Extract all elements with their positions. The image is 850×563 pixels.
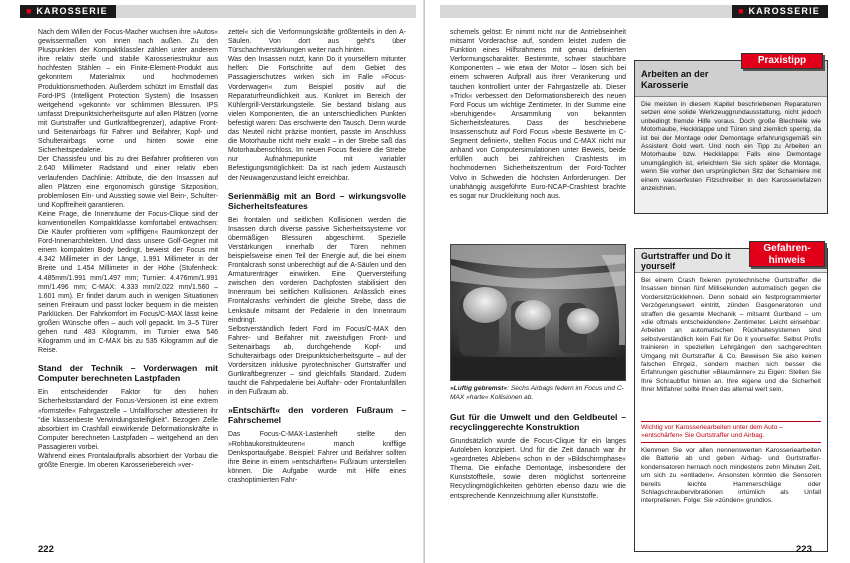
paragraph: Grundsätzlich wurde die Focus-Clique für ein langes Autoleben konzipiert. Und für die Zeit danach war ihr »geordnetes Ableben« schon in der »Bildschirmphase« Thema. Die einfache Demontage, insbesondere der Kunststoffteile, sowie deren möglichst sortenreine Recyclingmöglichkeiten gehörten ebenso dazu wie die entsprechende Kennzeichnung aller Kunststoffe. (450, 438, 626, 500)
section-tag-right: ■ KAROSSERIE (732, 5, 828, 18)
badge-line-2: hinweis (768, 255, 806, 266)
left-column-1 (38, 28, 218, 538)
paragraph: Das Focus-C-MAX-Lastenheft stellte den »Rohbaukonstrukteuren« manch knifflige Denksportaufgabe. Beispiel: Fahrer und Beifahrer sollten ihre Beine in einem »entschärften« Fußraum unterstellen können. Die Aufgabe wurde mit Hilfe eines crashoptimierten Fahr- (228, 431, 406, 484)
right-column-1-top (450, 28, 626, 238)
page-number-right: 223 (796, 544, 812, 555)
section-header-right (440, 5, 828, 18)
tip-box-title: Arbeiten an der Karosserie (641, 69, 709, 90)
tip-box-body: Die meisten in diesem Kapitel beschriebenen Reparaturen setzen eine solide Werkzeuggrundausstattung, nicht jedoch unbedingt fremde Hilfe voraus. Doch große Blechteile wie Motorhaube, Heckklappe und Türen sind ziemlich sperrig, da ist bei der Montage oder Demontage erfahrungsgemäß ein Assistent Gold wert. Und noch ein Tipp zu Arbeiten an Motorhaube bzw. Heckklappe: Falls eine Demontage unumgänglich ist, erleichtern Sie sich später die Montage, wenn Sie vorher den ursprünglichen Sitz der Scharniere mit einem wasserfesten Filzschreiber in den Karosseriefalzen anzeichnen. (641, 101, 821, 193)
subheading: Gut für die Umwelt und den Geldbeutel – recyclinggerechte Konstruktion (450, 412, 626, 432)
badge-line-1: Gefahren- (763, 243, 811, 254)
section-title-left: KAROSSERIE (36, 6, 108, 16)
section-header-left (20, 5, 416, 18)
caption-lead: »Luftig gebremst« (450, 385, 508, 392)
warn-red-note: Wichtig vor Karosseriearbeiten unter dem Auto – »entschärfen« Sie Gurtstraffer und Airbag. (641, 421, 821, 443)
warn-box-title: Gurtstraffer und Do it yourself (641, 251, 731, 271)
warn-box-body: Bei einem Crash fixieren pyrotechnische Gurtstraffer die Insassen binnen fünf Millisekunden automatisch gegen die Vordersitzrücklehnen. Denn sobald ein festprogrammierter Verzögerungswert eintritt, zünden Gasgeneratoren und straffen die gesamte Mechanik – mitsamt Gurtband – um »die oftmals entscheidenden« Zentimeter. Leicht einsehbar: Arbeiten an automatischen Rückhaltesystemen sind selbstverständlich kein Fall für Do it yourselfer. Selbst Profis trainieren in speziellen Lehrgängen den sachgerechten Umgang mit Gurtstraffer & Co. Beweisen Sie also keinen falschen Ehrgeiz, sondern machen sich besser die Erfahrungen geschulter »Blaumänner« zu Eigen: Stellen Sie Ihre Schraubflut hinten an. Ihre eigene und die Sicherheit Ihrer Mitfahrer sollte Ihnen das allemal wert sein. (641, 277, 821, 394)
paragraph: zettel« sich die Verformungskräfte größtenteils in den A-Säulen. Von dort aus geht's über Türschachtverstärkungen weiter nach hinten. (228, 29, 406, 55)
paragraph: Während eines Frontalaufpralls absorbiert der Vorbau die größte Energie. Im oberen Karosseriebereich »ver- (38, 453, 218, 470)
car-interior-photo (450, 244, 626, 381)
paragraph: schemels gelöst: Er nimmt nicht nur die Antriebseinheit mitsamt Vorderachse auf, sondern leistet zudem die Funktion eines Hilfsrahmens mit genau definierten Verformungscharakter. Bestimmte, schwer stauchbare Komponenten – wie etwa der Motor – lösen sich bei einem schweren Aufprall aus ihrer Verankerung und tauchen kontrolliert unter der Fahrgastzelle ab. Dieser »Trick« verbessert den Deformationsbereich des neuen Ford Focus um wichtige Zentimeter. In der Summe eine »beruhigende« Ansammlung von bekannten Sicherheitsfeatures. Dass der beschriebene Insassenschutz auf Ford Focus »beste Bestwerte im C-Segment definiert«, stellten Focus und C-MAX nicht nur anhand von Computersimulationen unter Beweis, beide erfüllen auch bei zahlreichen Crashtests im hochmodernen Sicherheitszentrum der Ford-Tochter Volvo in Schweden die höchsten Anforderungen. Der unabhängig ausgeführte Euro-NCAP-Crashtest brachte es sogar nur Druckleitung noch aus. (450, 29, 626, 200)
caption-text: : Sechs Airbags federn im Focus und C-MAX »harte« Kollisionen ab. (450, 385, 624, 401)
airbag-interior-image (451, 245, 626, 381)
subheading: Serienmäßig mit an Bord – wirkungsvolle Sicherheitsfeatures (228, 190, 406, 211)
paragraph: Was den Insassen nutzt, kann Do it yourselfern mitunter helfen: Die Fortschritte auf dem Gebiet des Passagierschutzes wirken sich im Falle »Focus-Vorderwagen« zum Beispiel positiv auf die Reparaturfreundlichkeit aus. Konkret im Bereich der Kühlergrill-Verstärkungsteile. Sie bestand bislang aus vielen Komponenten, die an unterschiedlichen Punkten befestigt waren: Das erschwerte den Tausch. Denn wurde das Neuteil nicht präzise montiert, passte im Anschluss die Motorhaube nicht mehr exakt – in der Strebe saß das Motorhaubenschloss. Im neuen Focus flexiere die Strebe nur Aufnahmepunkte mit variabler Befestigungsmöglichkeit: Da ist nach jedem Austausch der Neuwagenzustand leicht erreichbar. (228, 56, 406, 182)
subheading: Stand der Technik – Vorderwagen mit Computer berechneten Lastpfaden (38, 363, 218, 384)
section-title-right: KAROSSERIE (748, 6, 820, 16)
paragraph: Selbstverständlich federt Ford im Focus/C-MAX den Fahrer- und Beifahrer mit zweistufigen Front- und Seitenairbags ab, durchgehende Kopf- und Schulterairbags oder Dreipunktsicherheitsgurte – auf der Vordersitzen inklusive pyrotechnischer Gurtstraffer und Gurtkraftbegrenzer – sind gleichfalls Standard. Zudem taucht die Fahrpedalerie bei Auffahr- oder Frontalunfällen in den Fußraum ab. (228, 325, 406, 397)
paragraph: Nach dem Willen der Focus-Macher wuchsen ihre »Autos« gewissermaßen von innen nach außen. Zu den Pluspunkten der Kompaktklassler zählen unter anderem ihre relativ steife und stabile Karosseriestruktur aus hochfesten Stählen – ein Finite-Element-Produkt aus gekonntem Materialmix und hochmodernen Produktionsmethoden. Außerdem schützt im Ernstfall das Ford-IPS (Intelligent Protection System) die Insassen weitgehend »gekonnt« vor schlimmen Blessuren. IPS umfasst Dreipunktsicherheitsgurte auf allen Plätzen (vorne mit Gurtstraffer und Gurtkraftbegrenzer), adaptive Front- und Seitenairbags für Fahrer und Beifahrer, Kopf- und Schulterairbags vorne und hinten sowie eine Sicherheitspedalerie. (38, 29, 218, 155)
paragraph: Ein entscheidender Faktor für den hohen Sicherheitsstandard der Focus-Versionen ist eine extrem »formsteife« Fahrgastzelle – Unfallforscher attestieren ihr "die klassenbeste Verwindungssteifigkeit". Bezogen Zelle absorbiert im Crashfall einwirkende Deformationskräfte in Computer berechneten Lastpfaden – weitgehend an den Passagieren vorbei. (38, 389, 218, 451)
practical-tip-box (634, 60, 828, 214)
page-number-left: 222 (38, 544, 54, 555)
danger-warning-box (634, 248, 828, 552)
photo-caption (450, 385, 626, 402)
practical-tip-badge: Praxistipp (741, 53, 823, 69)
subheading: »Entschärft« den vorderen Fußraum – Fahrschemel (228, 405, 406, 426)
paragraph: Bei frontalen und seitlichen Kollisionen werden die Insassen durch diverse passive Sicherheitssysteme vor übermäßigen Blessuren abgeschirmt. Spezielle Verstärkungen innerhalb der Türen nehmen beispielsweise einen Teil der Energie auf, die bei einem Frontalcrash sonst unberechtigt auf die A-Säulen und den Armaturenträger einwirken. Eine Querversteifung zwischen den vorderen Dachpfosten stabilisiert den Innenraum bei seitlichen Kollisionen. Anlässlich eines Frontalcrashs verhindert die gleiche Strebe, dass die Lenksäule mitsamt der Pedalerie in den Innenraum eindringt. (228, 216, 406, 324)
danger-warning-badge (749, 241, 825, 267)
paragraph: Der Chassisfeu und bis zu drei Beifahrer profitieren von 2.640 Millimeter Radstand und einer relativ eben verlaufenden Dachlinie: Attribute, die den Insassen auf allen Plätzen eine ergonomisch günstige Sitzposition, problemlosen Ein- und Ausstieg sowie viel Bein-, Schulter- und Kopffreiheit garantieren. (38, 156, 218, 209)
section-tag-left: ■ KAROSSERIE (20, 5, 116, 18)
right-column-1-bottom (450, 412, 626, 542)
left-column-2 (228, 28, 406, 538)
warn-box-body-2: Klemmen Sie vor allen nennenswerten Karosseriearbeiten die Batterie ab und geben Airbag- und Gurtstraffer-kondensatoren hernach noch mindestens zehn Minuten Zeit, um sich zu »entladen«. Ansonsten könnten die Sensoren bereits leichte Hammerschläge oder Schlagschraubervibrationen irrtümlich als Unfall interpretieren. Folge: Sie »zünden« grundlos. (641, 447, 821, 505)
paragraph: Keine Frage, die Innenräume der Focus-Clique sind der konventionellen Kompaktklasse komfortabel entwachsen: Die Käufer profitieren vom »pfiffigen« Raumkonzept der Ford-Innenarchitekten. Und dass unsere Golf-Gegner mit einem kompakten Body bedingt, beweist der Focus mit 4.342 Millimeter in der Länge, 1.991 Millimeter in der Breite und 1.454 Millimeter in der Höhe (Stufenheck: 4.485mm/1.991 mm/1.497 mm; Turnier: 4.476mm/1.991 mm/1.496 mm; C-MAX: 4.333 mm/2.022 mm/1.560 – 1.601 mm). Er findet darum auch in wenigen Situationen seinen Freiraum und passt locker bequem in die meisten Parklücken. Der Fahrkomfort im Focus/C-MAX lässt keine großen Wünsche offen – auch voll gepackt. Im 3–5 Türer gehen rund 483 Kilogramm, im Turnier etwa 546 Kilogramm und im C-MAX bis zu 535 Kilogramm auf die Reise. (38, 210, 218, 355)
